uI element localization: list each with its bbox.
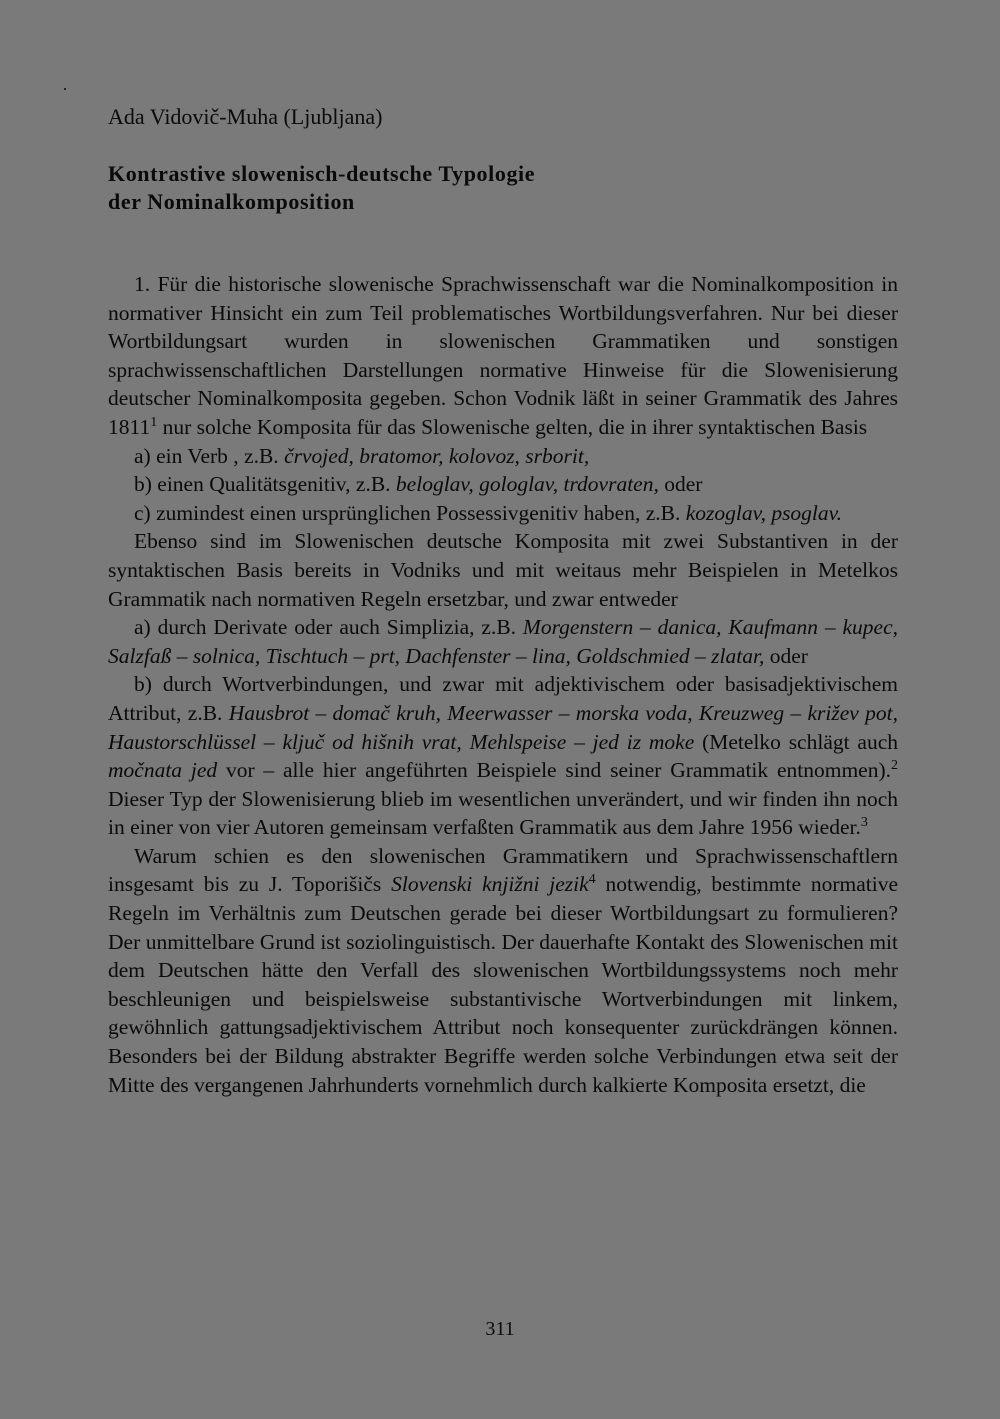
paragraph-2: Ebenso sind im Slowenischen deutsche Komposita mit zwei Substantiven in der syntaktischen Basis bereits in Vodniks und mit weitaus mehr Beispielen in Metelkos Grammatik nach normativen Regeln ersetzbar, und zwar entweder <box>108 529 898 611</box>
list-item-b1-text: b) einen Qualitätsgenitiv, z.B. <box>134 472 396 497</box>
list-item-b2-mid2: vor – alle hier angeführten Beispiele sind seiner Grammatik entnommen). <box>217 758 891 783</box>
list-item-b1 <box>108 470 898 499</box>
list-item-a2 <box>108 613 898 670</box>
list-item-a2-post: oder <box>764 643 808 668</box>
list-item-b2-text: b) durch Wortverbindungen, und zwar mit adjektivischem oder basisadjektivischem Attribut, z.B. <box>108 672 898 725</box>
paragraph-1 <box>108 270 898 442</box>
page-number: 311 <box>485 1318 515 1340</box>
list-item-a2-text: a) durch Derivate oder auch Simplizia, z.B. <box>134 615 523 640</box>
scan-speck <box>64 88 66 90</box>
paragraph-1-end: nur solche Komposita für das Slowenische gelten, die in ihrer syntaktischen Basis <box>157 414 868 439</box>
example-b2-2: močnata jed <box>108 758 218 783</box>
list-item-a1-text: a) ein Verb , z.B. <box>134 443 285 468</box>
book-title: Slovenski knjižni jezik <box>391 872 589 897</box>
paragraph-3-end: notwendig, bestimmte normative Regeln im Verhältnis zum Deutschen gerade bei dieser Wortbildungsart zu formulieren? Der unmittelbare Grund ist soziolinguistisch. Der dauerhafte Kontakt des Slowenischen mit dem Deutschen hätte den Verfall des slowenischen Wortbildungssystems noch mehr beschleunigen und beispielsweise substantivische Wortverbindungen mit linkem, gewöhnlich gattungsadjektivischem Attribut noch konsequenter zurückdrängen können. Besonders bei der Bildung abstrakter Begriffe werden solche Verbindungen etwa seit der Mitte des vergangenen Jahrhunderts vornehmlich durch kalkierte Komposita ersetzt, die <box>108 872 898 1097</box>
body-text <box>108 270 898 1099</box>
paragraph-3-text: Warum schien es den slowenischen Grammatikern und Sprachwissenschaftlern insgesamt bis zu J. Toporišičs <box>108 843 898 897</box>
example-b1: beloglav, gologlav, trdovraten, <box>395 472 659 497</box>
paragraph-3 <box>108 842 898 1099</box>
title-line-2: der Nominalkomposition <box>108 189 355 214</box>
list-item-c1 <box>108 499 898 528</box>
article-title <box>108 160 535 216</box>
list-item-b2-end: Dieser Typ der Slowenisierung blieb im wesentlichen unverändert, und wir finden ihn noch in einer von vier Autoren gemeinsam verfaßten Grammatik aus dem Jahre 1956 wieder. <box>108 786 898 840</box>
footnote-ref-4: 4 <box>588 872 596 888</box>
example-a1: črvojed, bratomor, kolovoz, srborit, <box>284 443 590 468</box>
list-item-b1-post: oder <box>658 472 703 497</box>
title-line-1: Kontrastive slowenisch-deutsche Typologie <box>108 161 536 186</box>
footnote-ref-1: 1 <box>150 414 158 430</box>
author-line: Ada Vidovič-Muha (Ljubljana) <box>108 104 383 129</box>
example-b2: Hausbrot – domač kruh, Meerwasser – morska voda, Kreuzweg – križev pot, Haustorschlüssel – ključ od hišnih vrat, Mehlspeise – jed iz moke <box>108 700 898 754</box>
paragraph-1-text: 1. Für die historische slowenische Sprachwissenschaft war die Nominalkomposition in normativer Hinsicht ein zum Teil problematisches Wortbildungsverfahren. Nur bei dieser Wortbildungsart wurden in slowenischen Grammatiken und sonstigen sprachwissenschaftlichen Darstellungen normative Hinweise für die Slowenisierung deutscher Nominalkomposita gegeben. Schon Vodnik läßt in seiner Grammatik des Jahres 1811 <box>108 272 898 439</box>
list-item-c1-text: c) zumindest einen ursprünglichen Possessivgenitiv haben, z.B. <box>134 500 686 525</box>
list-item-a1 <box>108 442 898 471</box>
list-item-b2-mid: (Metelko schlägt auch <box>694 729 898 754</box>
footnote-ref-3: 3 <box>860 815 868 831</box>
example-a2: Morgenstern – danica, Kaufmann – kupec, Salzfaß – solnica, Tischtuch – prt, Dachfenster – lina, Goldschmied – zlatar, <box>108 615 898 668</box>
example-c1: kozoglav, psoglav. <box>685 500 842 525</box>
footnote-ref-2: 2 <box>891 758 898 774</box>
list-item-b2 <box>108 670 898 842</box>
